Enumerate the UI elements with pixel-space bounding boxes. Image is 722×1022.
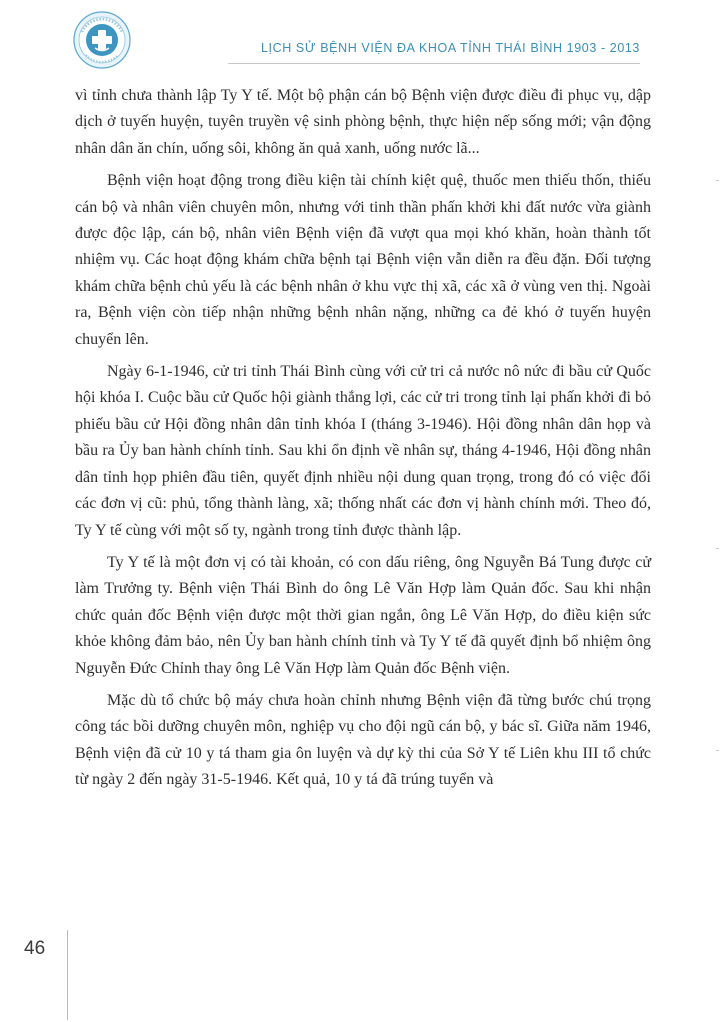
paragraph: Ngày 6-1-1946, cử tri tỉnh Thái Bình cùng với cử tri cả nước nô nức đi bầu cử Quốc hội khóa I. Cuộc bầu cử Quốc hội giành thắng lợi, các cử tri trong tỉnh lại phấn khởi đi bỏ phiếu bầu cử Hội đồng nhân dân tỉnh khóa I (tháng 3-1946). Hội đồng nhân dân họp và bầu ra Ủy ban hành chính tỉnh. Sau khi ổn định về nhân sự, tháng 4-1946, Hội đồng nhân dân tỉnh họp phiên đầu tiên, quyết định nhiều nội dung quan trọng, trong đó có việc đổi các đơn vị cũ: phủ, tổng thành làng, xã; thống nhất các đơn vị hành chính mới. Theo đó, Ty Y tế cùng với một số ty, ngành trong tỉnh được thành lập. (75, 363, 651, 539)
paragraph: Bệnh viện hoạt động trong điều kiện tài chính kiệt quệ, thuốc men thiếu thốn, thiếu cán bộ và nhân viên chuyên môn, nhưng với tinh thần phấn khởi khi đất nước vừa giành được độc lập, cán bộ, nhân viên Bệnh viện đã vượt qua mọi khó khăn, hoàn thành tốt nhiệm vụ. Các hoạt động khám chữa bệnh tại Bệnh viện vẫn diễn ra đều đặn. Đối tượng khám chữa bệnh chủ yếu là các bệnh nhân ở khu vực thị xã, các xã ở vùng ven thị. Ngoài ra, Bệnh viện còn tiếp nhận những bệnh nhân nặng, những ca đẻ khó ở tuyến huyện chuyển lên. (75, 172, 651, 348)
margin-mark (716, 750, 719, 751)
header-divider (228, 63, 640, 64)
paragraph-continuation: vì tỉnh chưa thành lập Ty Y tế. Một bộ phận cán bộ Bệnh viện được điều đi phục vụ, dập dịch ở tuyến huyện, tuyên truyền vệ sinh phòng bệnh, thực hiện nếp sống mới; vận động nhân dân ăn chín, uống sôi, không ăn quả xanh, uống nước lã... (75, 87, 651, 157)
margin-mark (716, 180, 719, 181)
margin-mark (716, 548, 719, 549)
footer-vertical-rule (67, 930, 68, 1020)
page-body (75, 83, 651, 800)
running-header-title: LỊCH SỬ BỆNH VIỆN ĐA KHOA TỈNH THÁI BÌNH 1903 - 2013 (260, 41, 640, 55)
paragraph: Ty Y tế là một đơn vị có tài khoản, có con dấu riêng, ông Nguyễn Bá Tung được cử làm Trưởng ty. Bệnh viện Thái Bình do ông Lê Văn Hợp làm Quản đốc. Sau khi nhận chức quản đốc Bệnh viện được một thời gian ngắn, ông Lê Văn Hợp, do điều kiện sức khỏe không đảm bảo, nên Ủy ban hành chính tỉnh và Ty Y tế đã quyết định bổ nhiệm ông Nguyễn Đức Chỉnh thay ông Lê Văn Hợp làm Quản đốc Bệnh viện. (75, 553, 651, 677)
hospital-logo-icon (72, 10, 132, 70)
paragraph: Mặc dù tổ chức bộ máy chưa hoàn chỉnh nhưng Bệnh viện đã từng bước chú trọng công tác bồi dưỡng chuyên môn, nghiệp vụ cho đội ngũ cán bộ, y bác sĩ. Giữa năm 1946, Bệnh viện đã cử 10 y tá tham gia ôn luyện và dự kỳ thi của Sở Y tế Liên khu III tổ chức từ ngày 2 đến ngày 31-5-1946. Kết quả, 10 y tá đã trúng tuyển và (75, 691, 651, 789)
page-number: 46 (24, 938, 46, 959)
